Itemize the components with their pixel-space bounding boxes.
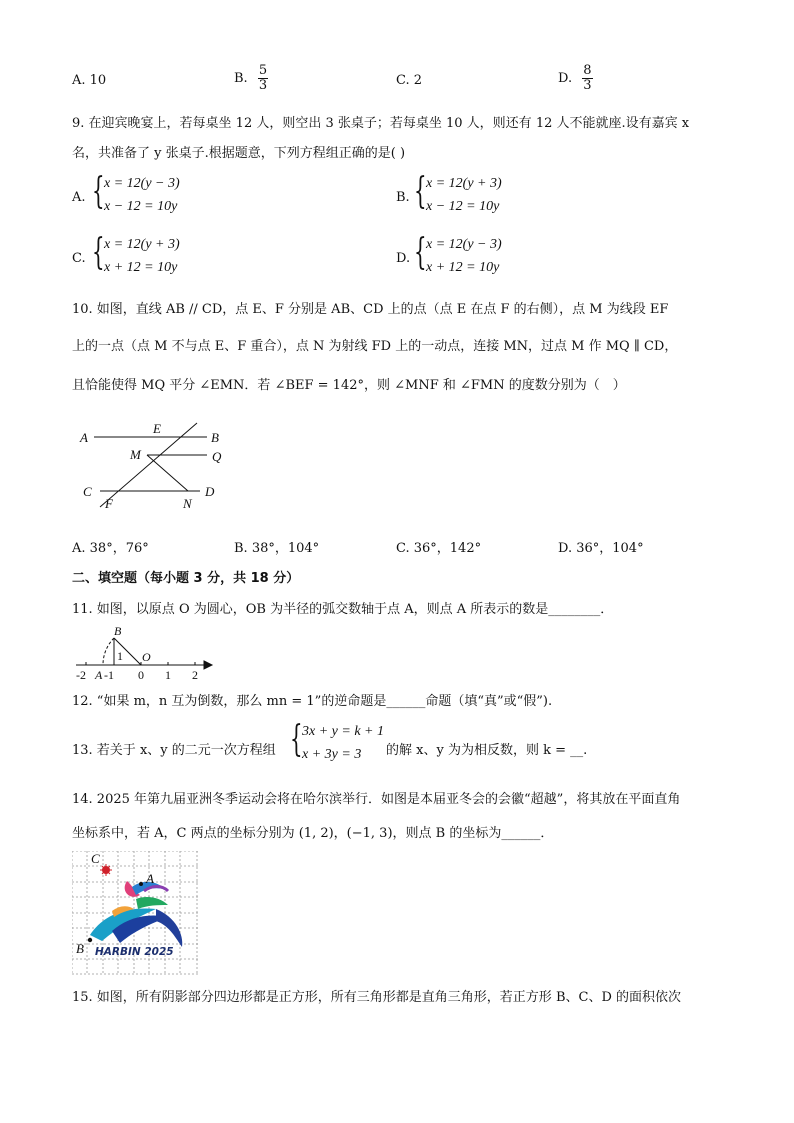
harbin-logo-text: HARBIN 2025	[95, 946, 174, 958]
q11-tick-label-1: 1	[165, 668, 171, 682]
q9-option-c-label: C.	[72, 251, 86, 266]
fig-label-q: Q	[212, 449, 222, 464]
q10-option-c: C. 36°，142°	[396, 541, 482, 556]
q14-label-b: B	[76, 941, 84, 956]
q14-label-c: C	[91, 851, 100, 866]
q9-option-a-system: { x = 12(y − 3) x − 12 = 10y	[92, 171, 180, 214]
q11-stem: 11. 如图，以原点 O 为圆心，OB 为半径的弧交数轴于点 A，则点 A 所表示的数是________．	[72, 602, 614, 617]
q10-stem-line2: 上的一点（点 M 不与点 E、F 重合），点 N 为射线 FD 上的一动点，连接 MN，过点 M 作 MQ ∥ CD，	[72, 339, 678, 354]
q13-stem-pre: 13. 若关于 x、y 的二元一次方程组	[72, 743, 276, 758]
q14-logo-grid-figure	[72, 851, 198, 975]
harbin-logo-graphic	[90, 864, 182, 947]
q11-label-b: B	[114, 624, 122, 638]
fig-label-n: N	[183, 496, 192, 511]
fig-label-b: B	[211, 430, 219, 445]
q11-tick-label-2: 2	[192, 668, 198, 682]
q11-label-one: 1	[117, 649, 123, 663]
q8-option-b: B. $\frac{5}{3}$	[234, 63, 268, 93]
fig-label-a: A	[80, 430, 88, 445]
q9-stem-line1: 9. 在迎宾晚宴上，若每桌坐 12 人，则空出 3 张桌子；若每桌坐 10 人，则还有 12 人不能就座.设有嘉宾 x	[72, 116, 690, 131]
section-title: 二、填空题（每小题 3 分，共 18 分）	[72, 571, 300, 586]
q14-label-a: A	[146, 871, 154, 886]
q12-stem: 12. “如果 m，n 互为倒数，那么 mn = 1”的逆命题是______命题（填“真”或“假”).	[72, 694, 553, 709]
q8-option-c: C. 2	[396, 73, 423, 88]
q11-tick-label-neg1: -1	[104, 668, 114, 682]
q9-option-c-system: { x = 12(y + 3) x + 12 = 10y	[92, 232, 180, 275]
q8-option-a: A. 10	[72, 73, 107, 88]
q13-system: { 3x + y = k + 1 x + 3y = 3	[290, 719, 384, 762]
q9-option-b-system: { x = 12(y + 3) x − 12 = 10y	[414, 171, 502, 214]
q9-stem-line2: 名，共准备了 y 张桌子.根据题意，下列方程组正确的是( )	[72, 146, 406, 161]
q15-stem: 15. 如图，所有阴影部分四边形都是正方形，所有三角形都是直角三角形，若正方形 B、C、D 的面积依次	[72, 990, 681, 1005]
q14-stem-line1: 14. 2025 年第九届亚洲冬季运动会将在哈尔滨举行．如图是本届亚冬会的会徽“超越”，将其放在平面直角	[72, 792, 681, 807]
q9-option-d-label: D.	[396, 251, 411, 266]
q11-tick-label-a: A	[95, 668, 103, 682]
q10-option-a: A. 38°，76°	[72, 541, 149, 556]
q11-tick-label-neg2: -2	[76, 668, 86, 682]
q11-label-o: O	[142, 650, 151, 664]
fig-label-m: M	[130, 447, 141, 462]
q10-option-d: D. 36°，104°	[558, 541, 644, 556]
q10-stem-line1: 10. 如图，直线 AB // CD，点 E、F 分别是 AB、CD 上的点（点 E 在点 F 的右侧），点 M 为线段 EF	[72, 302, 669, 317]
q14-stem-line2: 坐标系中，若 A，C 两点的坐标分别为 (1, 2)，(−1, 3)，则点 B 的坐标为______．	[72, 826, 554, 841]
q10-stem-line3: 且恰能使得 MQ 平分 ∠EMN．若 ∠BEF = 142°，则 ∠MNF 和 ∠FMN 的度数分别为（ ）	[72, 378, 626, 393]
fig-label-e: E	[153, 421, 161, 436]
q10-option-b: B. 38°，104°	[234, 541, 320, 556]
q9-option-b-label: B.	[396, 190, 410, 205]
q13-stem-post: 的解 x、y 为为相反数，则 k = __.	[386, 743, 588, 758]
fig-label-c: C	[83, 484, 92, 499]
fig-label-f: F	[105, 496, 113, 511]
q10-figure	[72, 415, 242, 515]
q11-number-line-figure	[72, 622, 217, 682]
q9-option-a-label: A.	[72, 190, 86, 205]
q9-option-d-system: { x = 12(y − 3) x + 12 = 10y	[414, 232, 502, 275]
fig-label-d: D	[205, 484, 215, 499]
q11-tick-label-0: 0	[138, 668, 144, 682]
q8-option-d: D. $\frac{8}{3}$	[558, 63, 592, 93]
